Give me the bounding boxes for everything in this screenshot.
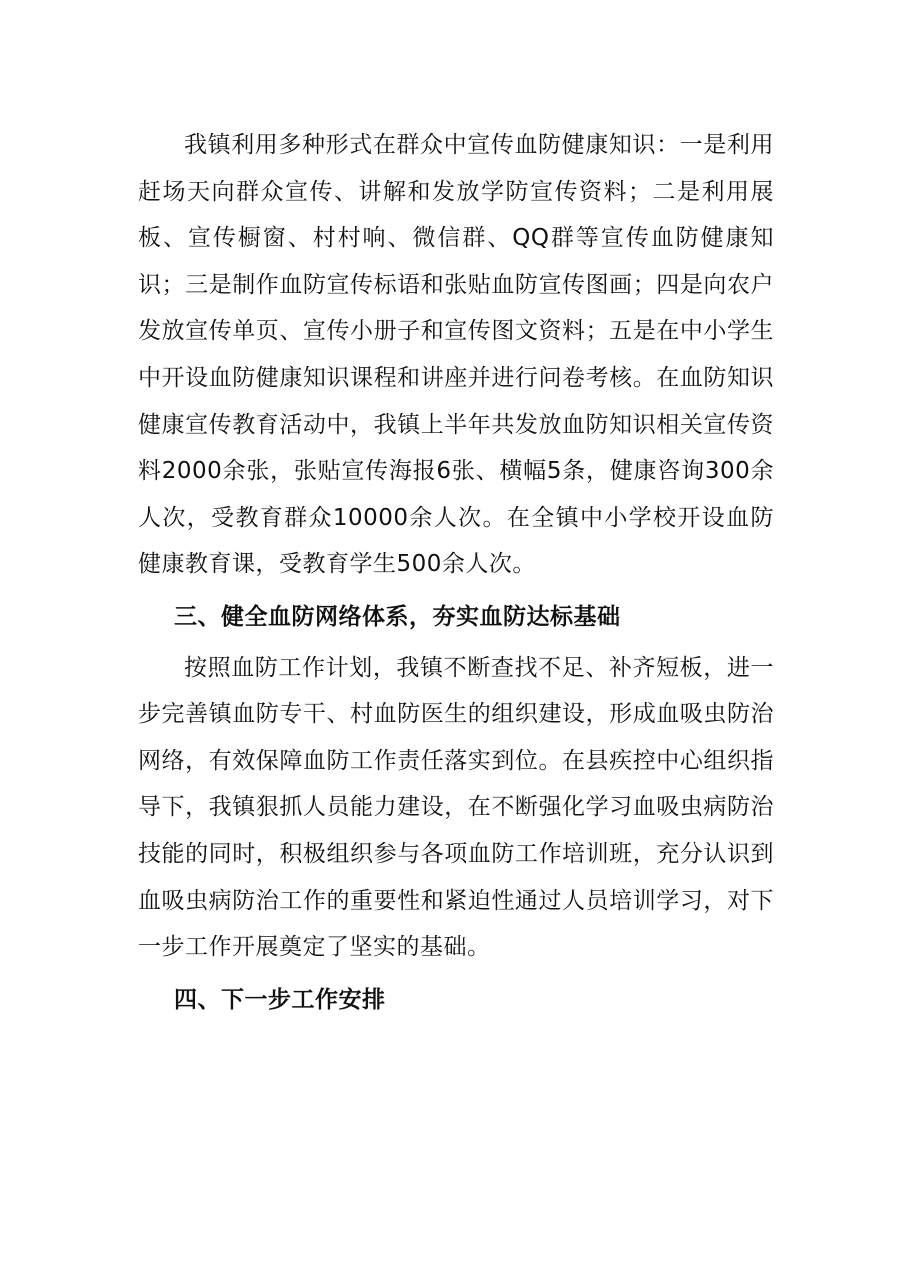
paragraph-network: 按照血防工作计划，我镇不断查找不足、补齐短板，进一步完善镇血防专干、村血防医生的组织建设，形成血吸虫防治网络，有效保障血防工作责任落实到位。在县疾控中心组织指导下，我镇狠抓人员能力建设，在不断强化学习血吸虫病防治技能的同时，积极组织参与各项血防工作培训班，充分认识到血吸虫病防治工作的重要性和紧迫性通过人员培训学习，对下一步工作开展奠定了坚实的基础。 [138,654,774,961]
document-body [138,122,774,1023]
section-heading-3: 三、健全血防网络体系，夯实血防达标基础 [174,603,621,630]
section-heading-4: 四、下一步工作安排 [174,986,386,1013]
paragraph-publicity: 我镇利用多种形式在群众中宣传血防健康知识：一是利用赶场天向群众宣传、讲解和发放学防宣传资料；二是利用展板、宣传橱窗、村村响、微信群、QQ群等宣传血防健康知识；三是制作血防宣传标语和张贴血防宣传图画；四是向农户发放宣传单页、宣传小册子和宣传图文资料；五是在中小学生中开设血防健康知识课程和讲座并进行问卷考核。在血防知识健康宣传教育活动中，我镇上半年共发放血防知识相关宣传资料2000余张，张贴宣传海报6张、横幅5条，健康咨询300余人次，受教育群众10000余人次。在全镇中小学校开设血防健康教育课，受教育学生500余人次。 [138,132,774,578]
